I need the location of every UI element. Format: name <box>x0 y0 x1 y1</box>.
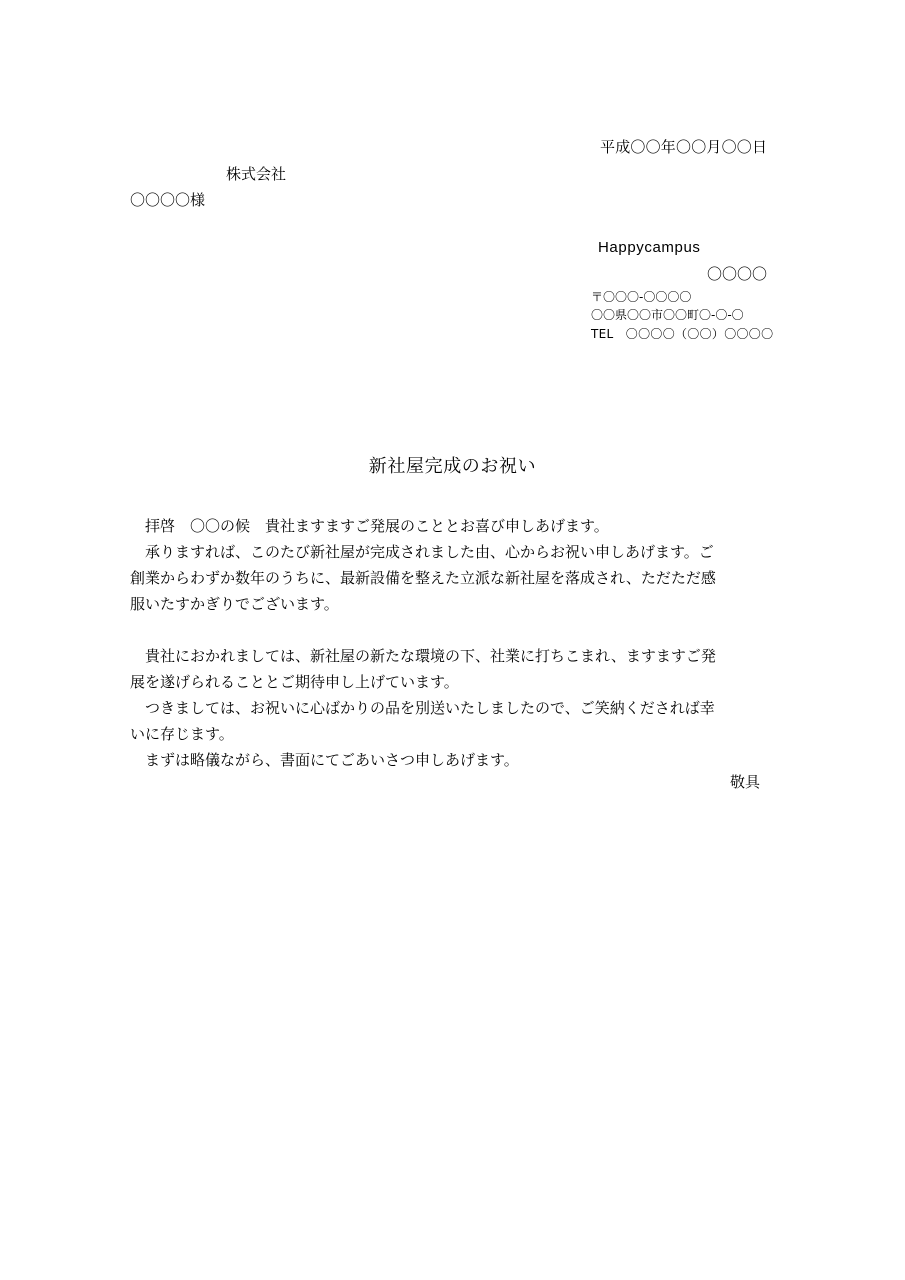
recipient-company: 株式会社 <box>226 165 287 183</box>
sender-postal-code: 〒〇〇〇-〇〇〇〇 <box>591 290 692 304</box>
recipient-name: 〇〇〇〇様 <box>130 191 206 209</box>
body-line: つきましては、お祝いに心ばかりの品を別送いたしましたので、ご笑納くだされば幸 <box>130 699 715 717</box>
paragraph-spacer <box>130 617 780 643</box>
sender-name: 〇〇〇〇 <box>707 265 768 283</box>
closing-word: 敬具 <box>730 773 761 791</box>
body-line: 承りますれば、このたび新社屋が完成されました由、心からお祝い申しあげます。ご <box>130 543 714 561</box>
body-line: 服いたすかぎりでございます。 <box>130 595 339 613</box>
body-line: 展を遂げられることとご期待申し上げています。 <box>130 673 459 691</box>
body-line: 貴社におかれましては、新社屋の新たな環境の下、社業に打ちこまれ、ますますご発 <box>130 647 716 665</box>
letter-title: 新社屋完成のお祝い <box>368 456 537 477</box>
sender-address: 〇〇県〇〇市〇〇町〇-〇-〇 <box>591 308 744 322</box>
body-line: まずは略儀ながら、書面にてごあいさつ申しあげます。 <box>130 751 519 769</box>
sender-company: Happycampus <box>598 239 701 256</box>
letter-date: 平成〇〇年〇〇月〇〇日 <box>600 138 768 156</box>
body-line: いに存じます。 <box>130 725 234 743</box>
letter-body <box>130 513 780 773</box>
sender-phone: TEL 〇〇〇〇（〇〇）〇〇〇〇 <box>591 327 774 341</box>
body-line: 拝啓 〇〇の候 貴社ますますご発展のこととお喜び申しあげます。 <box>130 517 609 535</box>
body-line: 創業からわずか数年のうちに、最新設備を整えた立派な新社屋を落成され、ただただ感 <box>130 569 716 587</box>
